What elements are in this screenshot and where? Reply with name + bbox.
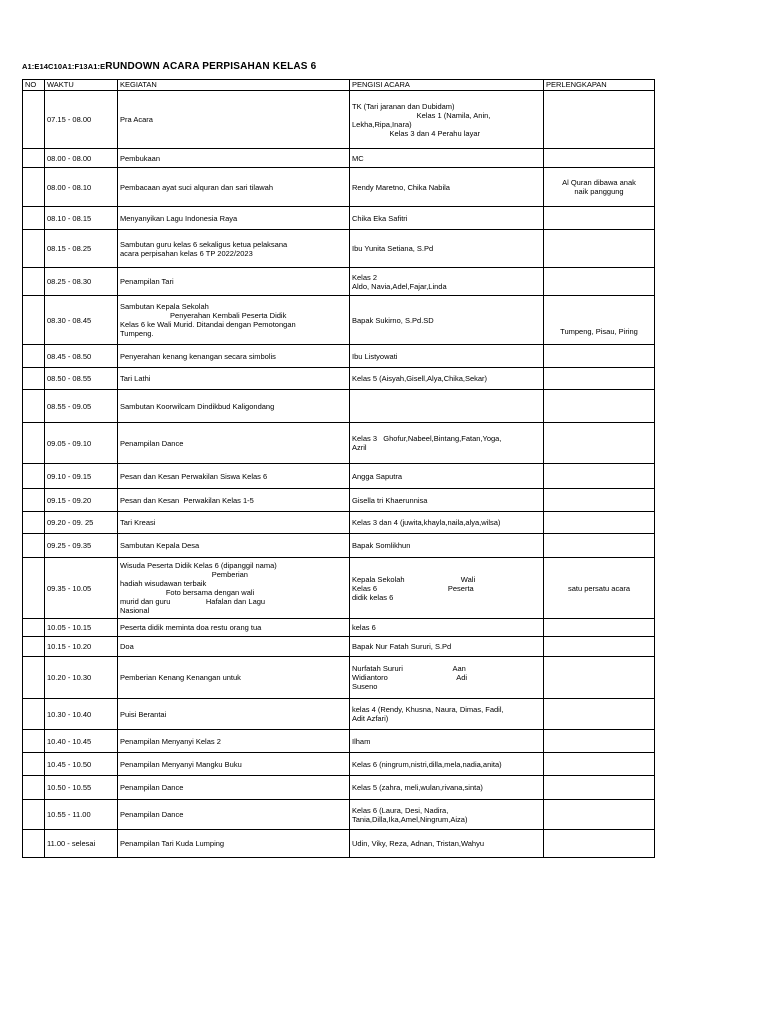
cell-waktu: 08.10 - 08.15 — [45, 207, 118, 230]
cell-pengisi: Udin, Viky, Reza, Adnan, Tristan,Wahyu — [350, 830, 544, 858]
cell-waktu: 09.15 - 09.20 — [45, 489, 118, 512]
cell-waktu: 10.05 - 10.15 — [45, 619, 118, 637]
table-row — [23, 699, 655, 730]
cell-perlengkapan — [544, 230, 655, 268]
header-waktu: WAKTU — [45, 80, 118, 91]
cell-perlengkapan — [544, 345, 655, 368]
cell-pengisi: Gisella tri Khaerunnisa — [350, 489, 544, 512]
cell-waktu: 09.10 - 09.15 — [45, 464, 118, 489]
cell-pengisi: Kelas 2 Aldo, Navia,Adel,Fajar,Linda — [350, 268, 544, 296]
cell-no — [23, 230, 45, 268]
cell-kegiatan: Puisi Berantai — [118, 699, 350, 730]
cell-pengisi: Chika Eka Safitri — [350, 207, 544, 230]
cell-no — [23, 558, 45, 619]
cell-kegiatan: Pembacaan ayat suci alquran dan sari tilawah — [118, 168, 350, 207]
cell-pengisi: Bapak Somlikhun — [350, 534, 544, 558]
table-row — [23, 730, 655, 753]
cell-kegiatan: Menyanyikan Lagu Indonesia Raya — [118, 207, 350, 230]
cell-kegiatan: Sambutan guru kelas 6 sekaligus ketua pelaksana acara perpisahan kelas 6 TP 2022/2023 — [118, 230, 350, 268]
table-row — [23, 268, 655, 296]
document-title: RUNDOWN ACARA PERPISAHAN KELAS 6 — [105, 61, 317, 72]
table-row — [23, 776, 655, 800]
cell-waktu: 11.00 - selesai — [45, 830, 118, 858]
cell-perlengkapan — [544, 830, 655, 858]
cell-no — [23, 268, 45, 296]
cell-waktu: 10.20 - 10.30 — [45, 657, 118, 699]
header-pengisi-acara: PENGISI ACARA — [350, 80, 544, 91]
cell-waktu: 10.15 - 10.20 — [45, 637, 118, 657]
cell-waktu: 08.55 - 09.05 — [45, 390, 118, 423]
cell-pengisi: Bapak Sukirno, S.Pd.SD — [350, 296, 544, 345]
cell-perlengkapan: Tumpeng, Pisau, Piring — [544, 296, 655, 345]
cell-pengisi: Kelas 6 (Laura, Desi, Nadira, Tania,Dilla,Ika,Amel,Ningrum,Aiza) — [350, 800, 544, 830]
cell-pengisi: kelas 6 — [350, 619, 544, 637]
cell-no — [23, 390, 45, 423]
cell-no — [23, 296, 45, 345]
cell-pengisi: Ibu Yunita Setiana, S.Pd — [350, 230, 544, 268]
table-row — [23, 423, 655, 464]
cell-no — [23, 149, 45, 168]
cell-kegiatan: Sambutan Koorwilcam Dindikbud Kaligondang — [118, 390, 350, 423]
cell-waktu: 08.50 - 08.55 — [45, 368, 118, 390]
cell-perlengkapan: satu persatu acara — [544, 558, 655, 619]
cell-no — [23, 776, 45, 800]
cell-kegiatan: Pemberian Kenang Kenangan untuk — [118, 657, 350, 699]
table-row — [23, 512, 655, 534]
cell-kegiatan: Pesan dan Kesan Perwakilan Kelas 1-5 — [118, 489, 350, 512]
table-row — [23, 637, 655, 657]
cell-pengisi: Angga Saputra — [350, 464, 544, 489]
cell-pengisi: Kelas 3 Ghofur,Nabeel,Bintang,Fatan,Yoga, Azril — [350, 423, 544, 464]
cell-kegiatan: Penampilan Menyanyi Mangku Buku — [118, 753, 350, 776]
cell-kegiatan: Tari Lathi — [118, 368, 350, 390]
cell-perlengkapan — [544, 512, 655, 534]
cell-perlengkapan — [544, 464, 655, 489]
cell-pengisi: Kepala Sekolah Wali Kelas 6 Peserta didik kelas 6 — [350, 558, 544, 619]
cell-waktu: 10.50 - 10.55 — [45, 776, 118, 800]
cell-perlengkapan — [544, 776, 655, 800]
cell-perlengkapan — [544, 534, 655, 558]
cell-kegiatan: Tari Kreasi — [118, 512, 350, 534]
cell-no — [23, 168, 45, 207]
cell-kegiatan: Doa — [118, 637, 350, 657]
table-row — [23, 345, 655, 368]
cell-pengisi: kelas 4 (Rendy, Khusna, Naura, Dimas, Fadil, Adit Azfari) — [350, 699, 544, 730]
cell-waktu: 10.30 - 10.40 — [45, 699, 118, 730]
cell-kegiatan: Wisuda Peserta Didik Kelas 6 (dipanggil nama) Pemberian hadiah wisudawan terbaik Foto bersama dengan wali murid dan guru Hafalan dan Lagu Nasional — [118, 558, 350, 619]
cell-perlengkapan — [544, 368, 655, 390]
table-row — [23, 230, 655, 268]
cell-pengisi — [350, 390, 544, 423]
cell-perlengkapan — [544, 390, 655, 423]
cell-kegiatan: Sambutan Kepala Desa — [118, 534, 350, 558]
cell-kegiatan: Penampilan Dance — [118, 776, 350, 800]
cell-perlengkapan — [544, 423, 655, 464]
cell-waktu: 10.55 - 11.00 — [45, 800, 118, 830]
cell-perlengkapan — [544, 800, 655, 830]
cell-waktu: 07.15 - 08.00 — [45, 91, 118, 149]
cell-waktu: 08.15 - 08.25 — [45, 230, 118, 268]
cell-kegiatan: Penyerahan kenang kenangan secara simbolis — [118, 345, 350, 368]
cell-perlengkapan — [544, 699, 655, 730]
table-row — [23, 464, 655, 489]
cell-waktu: 08.00 - 08.10 — [45, 168, 118, 207]
cell-pengisi: TK (Tari jaranan dan Dubidam) Kelas 1 (Namila, Anin, Lekha,Ripa,Inara) Kelas 3 dan 4 Perahu layar — [350, 91, 544, 149]
cell-kegiatan: Peserta didik meminta doa restu orang tua — [118, 619, 350, 637]
cell-perlengkapan — [544, 489, 655, 512]
cell-perlengkapan — [544, 730, 655, 753]
cell-no — [23, 800, 45, 830]
cell-pengisi: Kelas 5 (Aisyah,Gisell,Alya,Chika,Sekar) — [350, 368, 544, 390]
cell-no — [23, 423, 45, 464]
cell-no — [23, 699, 45, 730]
cell-no — [23, 512, 45, 534]
cell-kegiatan: Pembukaan — [118, 149, 350, 168]
cell-waktu: 08.25 - 08.30 — [45, 268, 118, 296]
cell-waktu: 08.30 - 08.45 — [45, 296, 118, 345]
cell-no — [23, 730, 45, 753]
cell-pengisi: Ilham — [350, 730, 544, 753]
cell-no — [23, 489, 45, 512]
cell-waktu: 08.00 - 08.00 — [45, 149, 118, 168]
cell-waktu: 08.45 - 08.50 — [45, 345, 118, 368]
cell-pengisi: Kelas 3 dan 4 (juwita,khayla,naila,alya,wilsa) — [350, 512, 544, 534]
cell-no — [23, 534, 45, 558]
cell-waktu: 10.45 - 10.50 — [45, 753, 118, 776]
cell-no — [23, 345, 45, 368]
cell-waktu: 09.35 - 10.05 — [45, 558, 118, 619]
table-row — [23, 91, 655, 149]
cell-pengisi: Rendy Maretno, Chika Nabila — [350, 168, 544, 207]
table-row — [23, 207, 655, 230]
cell-pengisi: Nurfatah Sururi Aan Widiantoro Adi Suseno — [350, 657, 544, 699]
cell-no — [23, 368, 45, 390]
header-kegiatan: KEGIATAN — [118, 80, 350, 91]
table-row — [23, 534, 655, 558]
cell-pengisi: Kelas 6 (ningrum,nistri,dilla,mela,nadia,anita) — [350, 753, 544, 776]
cell-waktu: 09.25 - 09.35 — [45, 534, 118, 558]
table-header-row — [23, 80, 655, 91]
cell-perlengkapan — [544, 657, 655, 699]
cell-perlengkapan: Al Quran dibawa anak naik panggung — [544, 168, 655, 207]
cell-no — [23, 830, 45, 858]
table-row — [23, 489, 655, 512]
cell-kegiatan: Penampilan Dance — [118, 800, 350, 830]
cell-no — [23, 91, 45, 149]
cell-perlengkapan — [544, 207, 655, 230]
cell-no — [23, 207, 45, 230]
cell-kegiatan: Sambutan Kepala Sekolah Penyerahan Kembali Peserta Didik Kelas 6 ke Wali Murid. Ditandai dengan Pemotongan Tumpeng. — [118, 296, 350, 345]
cell-range-prefix: A1:E14C10A1:F13A1:E — [22, 62, 106, 71]
cell-kegiatan: Penampilan Tari — [118, 268, 350, 296]
cell-no — [23, 657, 45, 699]
cell-kegiatan: Pesan dan Kesan Perwakilan Siswa Kelas 6 — [118, 464, 350, 489]
table-row — [23, 368, 655, 390]
table-row — [23, 657, 655, 699]
cell-no — [23, 619, 45, 637]
rundown-table — [22, 79, 655, 858]
page-title — [22, 56, 316, 74]
table-row — [23, 619, 655, 637]
cell-perlengkapan — [544, 91, 655, 149]
cell-pengisi: MC — [350, 149, 544, 168]
table-row — [23, 800, 655, 830]
cell-perlengkapan — [544, 753, 655, 776]
cell-waktu: 09.20 - 09. 25 — [45, 512, 118, 534]
header-no: NO — [23, 80, 45, 91]
cell-kegiatan: Pra Acara — [118, 91, 350, 149]
cell-no — [23, 753, 45, 776]
table-row — [23, 296, 655, 345]
cell-pengisi: Kelas 5 (zahra, meli,wulan,rivana,sinta) — [350, 776, 544, 800]
table-row — [23, 390, 655, 423]
cell-waktu: 10.40 - 10.45 — [45, 730, 118, 753]
cell-pengisi: Bapak Nur Fatah Sururi, S.Pd — [350, 637, 544, 657]
table-row — [23, 558, 655, 619]
table-row — [23, 753, 655, 776]
cell-perlengkapan — [544, 637, 655, 657]
table-row — [23, 149, 655, 168]
cell-pengisi: Ibu Listyowati — [350, 345, 544, 368]
cell-perlengkapan — [544, 149, 655, 168]
table-row — [23, 830, 655, 858]
cell-perlengkapan — [544, 268, 655, 296]
cell-kegiatan: Penampilan Dance — [118, 423, 350, 464]
cell-waktu: 09.05 - 09.10 — [45, 423, 118, 464]
cell-no — [23, 637, 45, 657]
cell-kegiatan: Penampilan Menyanyi Kelas 2 — [118, 730, 350, 753]
cell-kegiatan: Penampilan Tari Kuda Lumping — [118, 830, 350, 858]
cell-no — [23, 464, 45, 489]
cell-perlengkapan — [544, 619, 655, 637]
table-row — [23, 168, 655, 207]
header-perlengkapan: PERLENGKAPAN — [544, 80, 655, 91]
